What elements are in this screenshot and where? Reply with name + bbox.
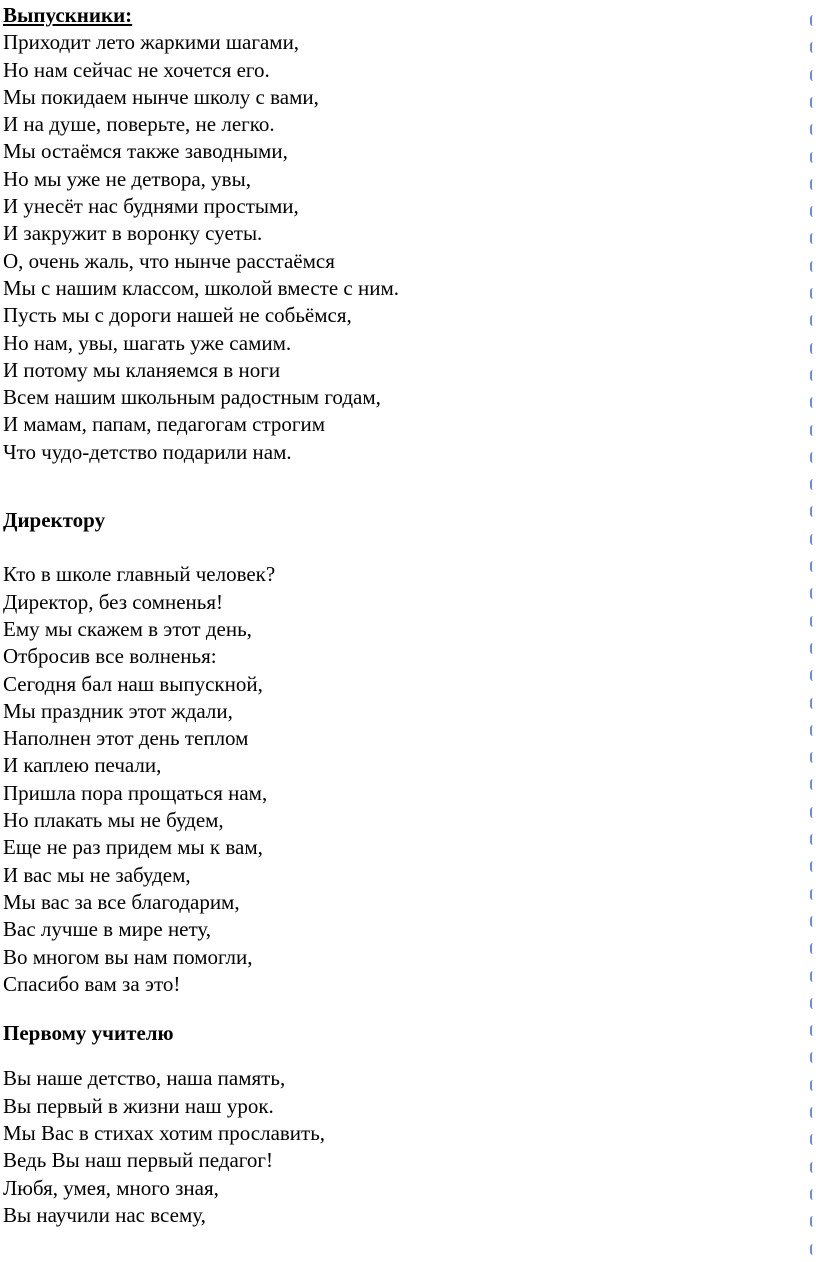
poem-line: Наполнен этот день теплом: [3, 726, 249, 751]
poem-line: Мы вас за все благодарим,: [3, 889, 240, 914]
poem-line: И мамам, папам, педагогам строгим: [3, 412, 326, 437]
edge-mark: [810, 534, 816, 545]
edge-mark: [810, 370, 816, 381]
edge-mark: [810, 452, 816, 463]
edge-mark: [810, 343, 816, 354]
poem-line: Сегодня бал наш выпускной,: [3, 671, 263, 696]
edge-mark: [810, 588, 816, 599]
right-edge-marks: [808, 0, 816, 1262]
poem-line: И вас мы не забудем,: [3, 862, 191, 887]
poem-line: Но нам сейчас не хочется его.: [3, 57, 270, 82]
edge-mark: [810, 206, 816, 217]
edge-mark: [810, 425, 816, 436]
edge-mark: [810, 315, 816, 326]
poem-line: Еще не раз придем мы к вам,: [3, 835, 263, 860]
edge-mark: [810, 124, 816, 135]
edge-mark: [810, 233, 816, 244]
poem-line: Мы Вас в стихах хотим прославить,: [3, 1120, 326, 1145]
section-title-graduates: Выпускники:: [3, 3, 133, 27]
poem-line: О, очень жаль, что нынче расстаёмся: [3, 248, 335, 273]
edge-mark: [810, 1134, 816, 1145]
poem-line: Но мы уже не детвора, увы,: [3, 166, 251, 191]
edge-mark: [810, 943, 816, 954]
spacer: [3, 534, 783, 561]
edge-mark: [810, 643, 816, 654]
edge-mark: [810, 1052, 816, 1063]
poem-line: Отбросив все волненья:: [3, 644, 217, 669]
spacer: [3, 466, 783, 507]
edge-mark: [810, 698, 816, 709]
poem-line: Директор, без сомненья!: [3, 589, 223, 614]
poem-line: Мы праздник этот ждали,: [3, 698, 233, 723]
edge-mark: [810, 889, 816, 900]
poem-line: Во многом вы нам помогли,: [3, 944, 253, 969]
poem-line: И потому мы кланяемся в ноги: [3, 357, 281, 382]
poem-line: Что чудо-детство подарили нам.: [3, 439, 292, 464]
edge-mark: [810, 152, 816, 163]
edge-mark: [810, 397, 816, 408]
edge-mark: [810, 15, 816, 26]
poem-line: Ему мы скажем в этот день,: [3, 616, 252, 641]
edge-mark: [810, 1189, 816, 1200]
edge-mark: [810, 1162, 816, 1173]
poem-line: И унесёт нас буднями простыми,: [3, 194, 299, 219]
section-title-first-teacher: Первому учителю: [3, 1021, 174, 1046]
edge-mark: [810, 42, 816, 53]
poem-line: Пришла пора прощаться нам,: [3, 780, 268, 805]
poem-line: Вас лучше в мире нету,: [3, 917, 212, 942]
poem-line: Вы наше детство, наша память,: [3, 1066, 286, 1091]
poem-line: Вы первый в жизни наш урок.: [3, 1093, 274, 1118]
poem-director: [3, 561, 783, 998]
edge-mark: [810, 1025, 816, 1036]
edge-mark: [810, 752, 816, 763]
edge-mark: [810, 97, 816, 108]
poem-line: Пусть мы с дороги нашей не собьёмся,: [3, 303, 352, 328]
edge-mark: [810, 506, 816, 517]
poem-line: Мы остаёмся также заводными,: [3, 139, 288, 164]
edge-mark: [810, 916, 816, 927]
poem-line: Приходит лето жаркими шагами,: [3, 30, 300, 55]
edge-mark: [810, 834, 816, 845]
edge-mark: [810, 1244, 816, 1255]
edge-mark: [810, 479, 816, 490]
poem-line: И закружит в воронку суеты.: [3, 221, 263, 246]
edge-mark: [810, 1216, 816, 1227]
document-content: [3, 2, 783, 1229]
poem-line: Спасибо вам за это!: [3, 971, 181, 996]
edge-mark: [810, 725, 816, 736]
poem-line: Вы научили нас всему,: [3, 1202, 206, 1227]
edge-mark: [810, 971, 816, 982]
poem-line: И каплею печали,: [3, 753, 162, 778]
edge-mark: [810, 998, 816, 1009]
edge-mark: [810, 1080, 816, 1091]
edge-mark: [810, 807, 816, 818]
poem-line: Любя, умея, много зная,: [3, 1175, 219, 1200]
edge-mark: [810, 179, 816, 190]
edge-mark: [810, 670, 816, 681]
poem-line: Ведь Вы наш первый педагог!: [3, 1148, 273, 1173]
poem-line: Но нам, увы, шагать уже самим.: [3, 330, 292, 355]
edge-mark: [810, 70, 816, 81]
edge-mark: [810, 288, 816, 299]
edge-mark: [810, 1107, 816, 1118]
edge-mark: [810, 861, 816, 872]
poem-line: Кто в школе главный человек?: [3, 562, 276, 587]
edge-mark: [810, 261, 816, 272]
spacer: [3, 1047, 783, 1065]
poem-line: Но плакать мы не будем,: [3, 808, 224, 833]
poem-line: И на душе, поверьте, не легко.: [3, 112, 275, 137]
poem-line: Мы с нашим классом, школой вместе с ним.: [3, 275, 399, 300]
section-title-director: Директору: [3, 508, 106, 533]
edge-mark: [810, 616, 816, 627]
poem-line: Мы покидаем нынче школу с вами,: [3, 84, 319, 109]
poem-first-teacher: [3, 1065, 783, 1229]
poem-graduates: [3, 29, 783, 466]
poem-line: Всем нашим школьным радостным годам,: [3, 385, 381, 410]
spacer: [3, 998, 783, 1020]
edge-mark: [810, 779, 816, 790]
edge-mark: [810, 561, 816, 572]
